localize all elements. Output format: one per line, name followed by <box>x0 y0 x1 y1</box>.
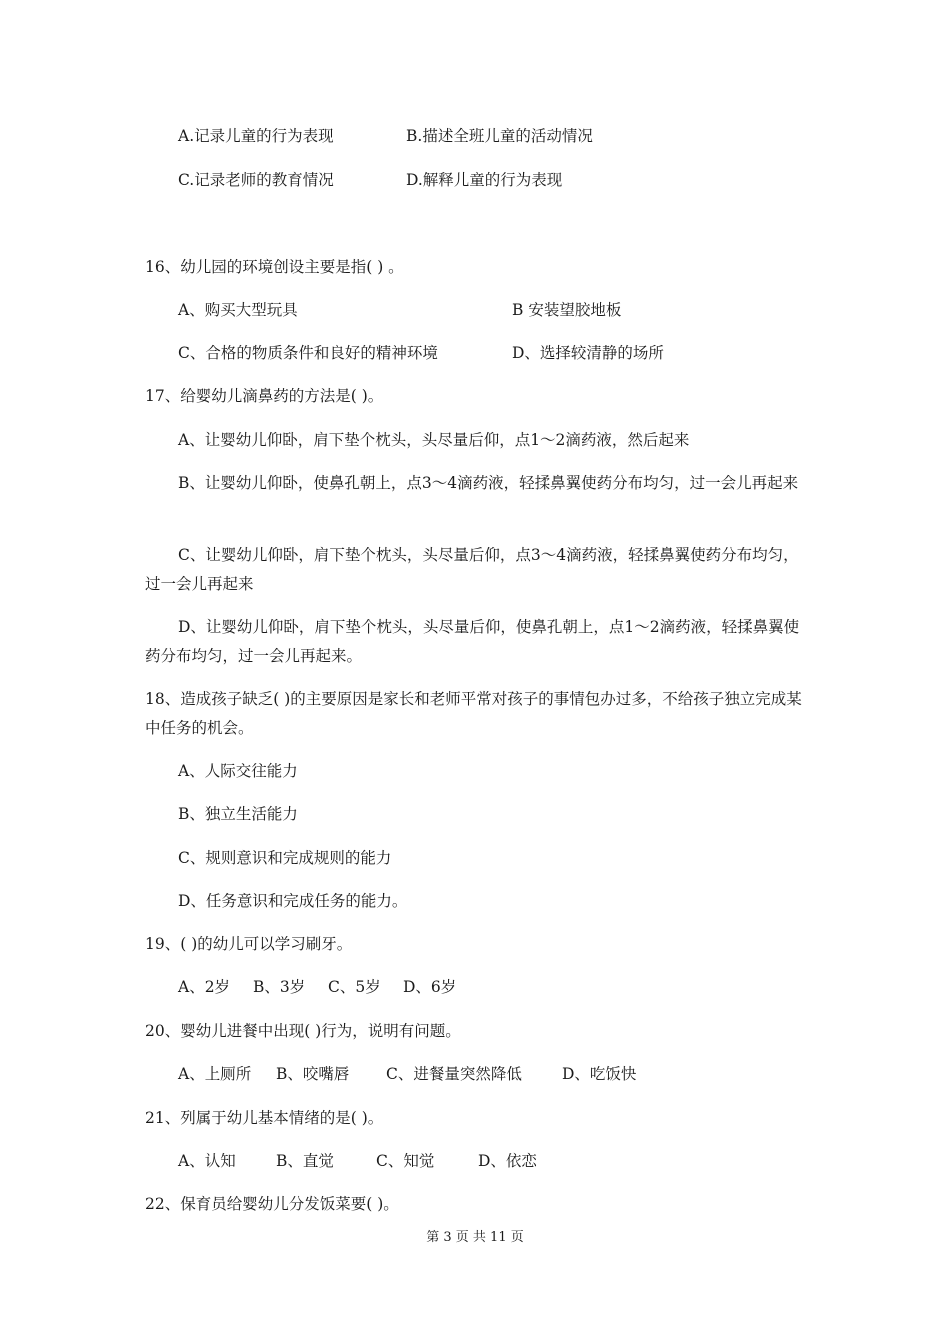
q21-option-d: D、依恋 <box>478 1152 537 1170</box>
q19-option-a: A、2岁 <box>178 978 231 996</box>
q18-stem: 18、造成孩子缺乏( )的主要原因是家长和老师平常对孩子的事情包办过多，不给孩子独立完成某中任务的机会。 <box>145 690 802 737</box>
q15-option-c: C.记录老师的教育情况 <box>178 171 334 189</box>
q15-option-d: D.解释儿童的行为表现 <box>406 171 563 189</box>
q19-stem: 19、( )的幼儿可以学习刷牙。 <box>145 935 353 953</box>
q19-options <box>178 977 456 997</box>
q17-option-c-block <box>145 541 807 599</box>
q21-option-b: B、直觉 <box>276 1152 334 1170</box>
q16-option-c: C、合格的物质条件和良好的精神环境 <box>178 344 438 362</box>
q17-option-d-block <box>145 613 807 671</box>
page-number: 第 3 页 共 11 页 <box>426 1230 524 1245</box>
q20-stem: 20、婴幼儿进餐中出现( )行为，说明有问题。 <box>145 1022 461 1040</box>
q21-options <box>178 1151 537 1171</box>
q18-option-d: D、任务意识和完成任务的能力。 <box>178 892 408 910</box>
q18-option-b: B、独立生活能力 <box>178 805 298 823</box>
q17-option-b-block <box>145 469 807 498</box>
q16-option-a: A、购买大型玩具 <box>178 301 298 319</box>
q20-option-a: A、上厕所 <box>178 1065 252 1083</box>
q22-stem: 22、保育员给婴幼儿分发饭菜要( )。 <box>145 1195 399 1213</box>
q17-stem: 17、给婴幼儿滴鼻药的方法是( )。 <box>145 387 384 405</box>
q19-option-d: D、6岁 <box>403 978 457 996</box>
q20-option-d: D、吃饭快 <box>562 1065 637 1083</box>
q21-stem: 21、列属于幼儿基本情绪的是( )。 <box>145 1109 384 1127</box>
q15-option-a: A.记录儿童的行为表现 <box>178 127 334 145</box>
q17-option-c: C、让婴幼儿仰卧，肩下垫个枕头，头尽量后仰，点3～4滴药液，轻揉鼻翼使药分布均匀，过一会儿再起来 <box>145 546 799 593</box>
q16-stem: 16、幼儿园的环境创设主要是指( ) 。 <box>145 258 404 276</box>
q18-option-a: A、人际交往能力 <box>178 762 298 780</box>
q17-option-d: D、让婴幼儿仰卧，肩下垫个枕头，头尽量后仰，使鼻孔朝上，点1～2滴药液，轻揉鼻翼使药分布均匀，过一会儿再起来。 <box>145 618 800 665</box>
q17-option-a: A、让婴幼儿仰卧，肩下垫个枕头，头尽量后仰，点1～2滴药液，然后起来 <box>178 431 690 449</box>
q20-option-b: B、咬嘴唇 <box>276 1065 350 1083</box>
q21-option-c: C、知觉 <box>376 1152 435 1170</box>
q20-option-c: C、进餐量突然降低 <box>386 1065 522 1083</box>
q16-option-b: B 安装望胶地板 <box>512 301 622 319</box>
q17-option-b: B、让婴幼儿仰卧，使鼻孔朝上，点3～4滴药液，轻揉鼻翼使药分布均匀，过一会儿再起来 <box>178 474 799 492</box>
q19-option-b: B、3岁 <box>253 978 306 996</box>
q15-option-b: B.描述全班儿童的活动情况 <box>406 127 593 145</box>
q21-option-a: A、认知 <box>178 1152 236 1170</box>
q18-option-c: C、规则意识和完成规则的能力 <box>178 849 392 867</box>
q20-options <box>178 1064 636 1084</box>
q16-option-d: D、选择较清静的场所 <box>512 344 664 362</box>
q19-option-c: C、5岁 <box>328 978 381 996</box>
